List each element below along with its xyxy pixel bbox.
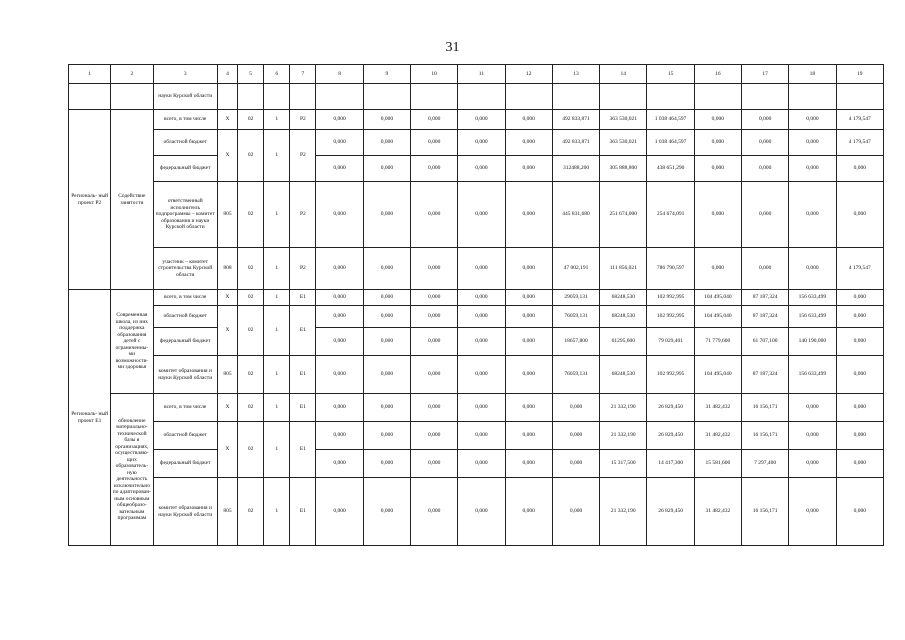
value-cell-col-15: 102 992,995 xyxy=(647,356,694,394)
value-cell-col-17: 16 156,171 xyxy=(742,422,789,450)
value-cell-col-16: 104 495,040 xyxy=(694,306,741,328)
code-grbs: X xyxy=(217,306,237,356)
value-cell-col-14: 21 332,190 xyxy=(600,422,647,450)
code-om: Р2 xyxy=(290,110,316,130)
value-cell-col-17: 61 707,100 xyxy=(742,328,789,356)
column-header-3: 3 xyxy=(153,65,217,84)
code-om: Е1 xyxy=(290,356,316,394)
code-om: Е1 xyxy=(290,290,316,306)
value-cell-col-18: 156 633,499 xyxy=(789,290,836,306)
value-cell-col-15: 26 829,450 xyxy=(647,394,694,422)
value-cell-col-10: 0,000 xyxy=(411,394,458,422)
code-om: Е1 xyxy=(290,306,316,356)
value-cell-col-12: 0,000 xyxy=(505,422,552,450)
value-cell-col-15: 1 038 464,597 xyxy=(647,130,694,156)
value-cell-col-11: 0,000 xyxy=(458,182,505,248)
value-cell-col-16: 0,000 xyxy=(694,182,741,248)
row-label: федеральный бюджет xyxy=(153,450,217,478)
row-label: федеральный бюджет xyxy=(153,156,217,182)
value-cell-col-15: 102 992,995 xyxy=(647,306,694,328)
code-om: Р2 xyxy=(290,130,316,182)
value-cell-col-15: 438 651,290 xyxy=(647,156,694,182)
value-cell-col-10: 0,000 xyxy=(411,450,458,478)
code-gp: 02 xyxy=(238,290,264,306)
column-header-row xyxy=(69,65,884,84)
code-grbs: 805 xyxy=(217,478,237,546)
code-gp: 02 xyxy=(238,422,264,478)
code-pgp: 1 xyxy=(264,248,290,290)
value-cell-col-9: 0,000 xyxy=(363,182,410,248)
value-cell-col-9: 0,000 xyxy=(363,394,410,422)
value-cell-col-12: 0,000 xyxy=(505,306,552,328)
value-cell-col-11: 0,000 xyxy=(458,306,505,328)
value-cell-col-15: 1 038 464,597 xyxy=(647,110,694,130)
value-cell-col-16: 0,000 xyxy=(694,248,741,290)
value-cell-col-19: 0,000 xyxy=(836,306,883,328)
code-gp: 02 xyxy=(238,306,264,356)
row-label: ответственный исполнитель подпрограммы – комитет образования и науки Курской области xyxy=(153,182,217,248)
code-om: Р2 xyxy=(290,248,316,290)
event-name: Содействие занятости xyxy=(111,110,153,290)
value-cell-col-17: 87 187,324 xyxy=(742,306,789,328)
value-cell-col-9: 0,000 xyxy=(363,248,410,290)
value-cell-col-11: 0,000 xyxy=(458,290,505,306)
column-header-17: 17 xyxy=(742,65,789,84)
column-header-12: 12 xyxy=(505,65,552,84)
value-cell-col-14: 363 530,021 xyxy=(600,110,647,130)
value-cell-col-15: 26 829,450 xyxy=(647,478,694,546)
value-cell-col-8: 0,000 xyxy=(316,290,363,306)
value-cell-col-8: 0,000 xyxy=(316,328,363,356)
table-row xyxy=(69,306,884,328)
table-row xyxy=(69,156,884,182)
value-cell-col-8: 0,000 xyxy=(316,394,363,422)
value-cell-col-18: 0,000 xyxy=(789,248,836,290)
value-cell-col-18: 0,000 xyxy=(789,394,836,422)
value-cell-col-11: 0,000 xyxy=(458,328,505,356)
value-cell-col-12: 0,000 xyxy=(505,450,552,478)
code-pgp: 1 xyxy=(264,394,290,422)
code-grbs: X xyxy=(217,422,237,478)
column-header-18: 18 xyxy=(789,65,836,84)
value-cell-col-9: 0,000 xyxy=(363,450,410,478)
code-pgp: 1 xyxy=(264,182,290,248)
value-cell-col-9: 0,000 xyxy=(363,290,410,306)
row-label: всего, в том числе xyxy=(153,290,217,306)
table-row xyxy=(69,248,884,290)
value-cell-col-19: 4 179,547 xyxy=(836,110,883,130)
value-cell-col-9: 0,000 xyxy=(363,306,410,328)
value-cell-col-18: 156 633,499 xyxy=(789,356,836,394)
value-cell-col-9: 0,000 xyxy=(363,110,410,130)
value-cell-col-12: 0,000 xyxy=(505,394,552,422)
value-cell-col-17: 7 297,400 xyxy=(742,450,789,478)
value-cell-col-12: 0,000 xyxy=(505,130,552,156)
value-cell-col-13: 0,000 xyxy=(552,478,599,546)
value-cell-col-14: 305 888,800 xyxy=(600,156,647,182)
value-cell-col-9: 0,000 xyxy=(363,328,410,356)
value-cell-col-17: 0,000 xyxy=(742,156,789,182)
value-cell-col-17: 0,000 xyxy=(742,182,789,248)
value-cell-col-13: 29059,131 xyxy=(552,290,599,306)
value-cell-col-18: 0,000 xyxy=(789,478,836,546)
value-cell-col-16: 31 482,432 xyxy=(694,478,741,546)
value-cell-col-14: 15 317,500 xyxy=(600,450,647,478)
value-cell-col-18: 0,000 xyxy=(789,182,836,248)
value-cell-col-14: 251 674,000 xyxy=(600,182,647,248)
column-header-6: 6 xyxy=(264,65,290,84)
code-pgp: 1 xyxy=(264,130,290,182)
table-row xyxy=(69,290,884,306)
code-pgp: 1 xyxy=(264,356,290,394)
value-cell-col-8: 0,000 xyxy=(316,356,363,394)
code-gp: 02 xyxy=(238,110,264,130)
value-cell-col-9: 0,000 xyxy=(363,130,410,156)
column-header-7: 7 xyxy=(290,65,316,84)
value-cell-col-14: 21 332,190 xyxy=(600,478,647,546)
value-cell-col-13: 18657,800 xyxy=(552,328,599,356)
value-cell-col-9: 0,000 xyxy=(363,478,410,546)
value-cell-col-16: 71 779,600 xyxy=(694,328,741,356)
table-row xyxy=(69,422,884,450)
value-cell-col-15: 786 790,597 xyxy=(647,248,694,290)
value-cell-col-13: 445 831,680 xyxy=(552,182,599,248)
value-cell-col-9: 0,000 xyxy=(363,422,410,450)
value-cell-col-19: 0,000 xyxy=(836,290,883,306)
value-cell-col-15: 14 417,300 xyxy=(647,450,694,478)
value-cell-col-18: 0,000 xyxy=(789,422,836,450)
page-number: 31 xyxy=(445,40,460,55)
value-cell-col-14: 363 530,021 xyxy=(600,130,647,156)
value-cell-col-15: 26 829,450 xyxy=(647,422,694,450)
value-cell-col-9: 0,000 xyxy=(363,156,410,182)
value-cell-col-19: 0,000 xyxy=(836,182,883,248)
value-cell-col-8: 0,000 xyxy=(316,450,363,478)
value-cell-col-16: 0,000 xyxy=(694,110,741,130)
code-gp: 02 xyxy=(238,182,264,248)
value-cell-col-19: 0,000 xyxy=(836,450,883,478)
value-cell-col-12: 0,000 xyxy=(505,356,552,394)
value-cell-col-10: 0,000 xyxy=(411,290,458,306)
code-grbs: 805 xyxy=(217,182,237,248)
row-label: областной бюджет xyxy=(153,306,217,328)
column-header-14: 14 xyxy=(600,65,647,84)
value-cell-col-13: 492 833,871 xyxy=(552,110,599,130)
code-grbs: X xyxy=(217,290,237,306)
column-header-16: 16 xyxy=(694,65,741,84)
value-cell-col-12: 0,000 xyxy=(505,110,552,130)
value-cell-col-14: 68248,530 xyxy=(600,306,647,328)
code-gp: 02 xyxy=(238,248,264,290)
value-cell-col-13: 76059,131 xyxy=(552,306,599,328)
table-row xyxy=(69,110,884,130)
column-header-4: 4 xyxy=(217,65,237,84)
value-cell-col-19: 4 179,547 xyxy=(836,248,883,290)
value-cell-col-14: 68248,530 xyxy=(600,356,647,394)
value-cell-col-11: 0,000 xyxy=(458,110,505,130)
value-cell-col-18: 140 190,000 xyxy=(789,328,836,356)
value-cell-col-16: 0,000 xyxy=(694,156,741,182)
value-cell-col-14: 111 856,021 xyxy=(600,248,647,290)
table-row xyxy=(69,130,884,156)
value-cell-col-10: 0,000 xyxy=(411,248,458,290)
value-cell-col-8: 0,000 xyxy=(316,156,363,182)
value-cell-col-17: 0,000 xyxy=(742,248,789,290)
column-header-9: 9 xyxy=(363,65,410,84)
code-grbs: 808 xyxy=(217,248,237,290)
code-grbs: X xyxy=(217,110,237,130)
value-cell-col-13: 0,000 xyxy=(552,450,599,478)
table-row xyxy=(69,478,884,546)
value-cell-col-14: 21 332,190 xyxy=(600,394,647,422)
value-cell-col-9: 0,000 xyxy=(363,356,410,394)
value-cell-col-8: 0,000 xyxy=(316,130,363,156)
code-om: Е1 xyxy=(290,422,316,478)
value-cell-col-10: 0,000 xyxy=(411,422,458,450)
value-cell-col-12: 0,000 xyxy=(505,156,552,182)
value-cell-col-17: 16 156,171 xyxy=(742,478,789,546)
row-label: участник – комитет строительства Курской области xyxy=(153,248,217,290)
value-cell-col-11: 0,000 xyxy=(458,356,505,394)
code-grbs: X xyxy=(217,394,237,422)
value-cell-col-19: 0,000 xyxy=(836,156,883,182)
value-cell-col-11: 0,000 xyxy=(458,248,505,290)
code-pgp: 1 xyxy=(264,306,290,356)
value-cell-col-14: 61295,600 xyxy=(600,328,647,356)
value-cell-col-19: 0,000 xyxy=(836,394,883,422)
value-cell-col-18: 0,000 xyxy=(789,130,836,156)
code-gp: 02 xyxy=(238,130,264,182)
row-label: областной бюджет xyxy=(153,422,217,450)
row-label: областной бюджет xyxy=(153,130,217,156)
value-cell-col-13: 47 002,191 xyxy=(552,248,599,290)
value-cell-col-11: 0,000 xyxy=(458,422,505,450)
value-cell-col-11: 0,000 xyxy=(458,394,505,422)
code-grbs: 805 xyxy=(217,356,237,394)
value-cell-col-16: 31 482,432 xyxy=(694,394,741,422)
value-cell-col-8: 0,000 xyxy=(316,248,363,290)
value-cell-col-10: 0,000 xyxy=(411,110,458,130)
value-cell-col-12: 0,000 xyxy=(505,182,552,248)
value-cell-col-13: 312488,200 xyxy=(552,156,599,182)
value-cell-col-17: 16 156,171 xyxy=(742,394,789,422)
value-cell-col-16: 15 581,600 xyxy=(694,450,741,478)
code-grbs: X xyxy=(217,130,237,182)
code-gp: 02 xyxy=(238,356,264,394)
value-cell-col-11: 0,000 xyxy=(458,156,505,182)
column-header-8: 8 xyxy=(316,65,363,84)
code-gp: 02 xyxy=(238,478,264,546)
value-cell-col-10: 0,000 xyxy=(411,478,458,546)
value-cell-col-8: 0,000 xyxy=(316,478,363,546)
value-cell-col-16: 0,000 xyxy=(694,130,741,156)
value-cell-col-18: 0,000 xyxy=(789,156,836,182)
value-cell-col-10: 0,000 xyxy=(411,130,458,156)
value-cell-col-15: 254 674,091 xyxy=(647,182,694,248)
value-cell-col-13: 492 833,871 xyxy=(552,130,599,156)
value-cell-col-14: 68248,530 xyxy=(600,290,647,306)
value-cell-col-16: 104 495,040 xyxy=(694,356,741,394)
code-pgp: 1 xyxy=(264,422,290,478)
value-cell-col-19: 0,000 xyxy=(836,478,883,546)
value-cell-col-12: 0,000 xyxy=(505,478,552,546)
continuation-row xyxy=(69,84,884,110)
row-label: федеральный бюджет xyxy=(153,328,217,356)
code-om: Р2 xyxy=(290,182,316,248)
column-header-13: 13 xyxy=(552,65,599,84)
value-cell-col-17: 87 187,324 xyxy=(742,290,789,306)
event-name: Современная школа, из них поддержка образования детей с ограниченны- ми возможностя- ми здоровья xyxy=(111,290,153,394)
value-cell-col-10: 0,000 xyxy=(411,356,458,394)
value-cell-col-8: 0,000 xyxy=(316,422,363,450)
value-cell-col-8: 0,000 xyxy=(316,182,363,248)
value-cell-col-16: 31 482,432 xyxy=(694,422,741,450)
row-label: всего, в том числе xyxy=(153,110,217,130)
value-cell-col-19: 4 179,547 xyxy=(836,130,883,156)
row-label: комитет образования и науки Курской области xyxy=(153,478,217,546)
value-cell-col-13: 0,000 xyxy=(552,422,599,450)
table-row xyxy=(69,450,884,478)
value-cell-col-11: 0,000 xyxy=(458,130,505,156)
value-cell-col-19: 0,000 xyxy=(836,328,883,356)
value-cell-col-10: 0,000 xyxy=(411,328,458,356)
value-cell-col-16: 104 495,040 xyxy=(694,290,741,306)
value-cell-col-12: 0,000 xyxy=(505,290,552,306)
program-name: Региональ- ный проект Е1 xyxy=(69,290,111,546)
value-cell-col-13: 76059,131 xyxy=(552,356,599,394)
table-row xyxy=(69,356,884,394)
value-cell-col-10: 0,000 xyxy=(411,182,458,248)
code-pgp: 1 xyxy=(264,478,290,546)
value-cell-col-18: 0,000 xyxy=(789,450,836,478)
value-cell-col-10: 0,000 xyxy=(411,156,458,182)
column-header-19: 19 xyxy=(836,65,883,84)
column-header-15: 15 xyxy=(647,65,694,84)
value-cell-col-10: 0,000 xyxy=(411,306,458,328)
code-om: Е1 xyxy=(290,394,316,422)
table-row xyxy=(69,182,884,248)
value-cell-col-19: 0,000 xyxy=(836,356,883,394)
value-cell-col-18: 0,000 xyxy=(789,110,836,130)
value-cell-col-18: 156 633,499 xyxy=(789,306,836,328)
code-pgp: 1 xyxy=(264,110,290,130)
value-cell-col-17: 87 187,324 xyxy=(742,356,789,394)
column-header-10: 10 xyxy=(411,65,458,84)
value-cell-col-12: 0,000 xyxy=(505,328,552,356)
code-gp: 02 xyxy=(238,394,264,422)
event-name: обновление материально- технической базы в организациях, осуществляю- щих образователь- ную деятельность исключительно по адаптирован- ным основным общеобразо- вательным программам xyxy=(111,394,153,546)
row-label: комитет образования и науки Курской области xyxy=(153,356,217,394)
column-header-2: 2 xyxy=(111,65,153,84)
budget-table xyxy=(68,64,884,546)
column-header-11: 11 xyxy=(458,65,505,84)
table-row xyxy=(69,328,884,356)
value-cell-col-15: 79 029,401 xyxy=(647,328,694,356)
value-cell-col-13: 0,000 xyxy=(552,394,599,422)
value-cell-col-11: 0,000 xyxy=(458,478,505,546)
program-name: Региональ- ный проект Р2 xyxy=(69,110,111,290)
value-cell-col-15: 102 992,995 xyxy=(647,290,694,306)
column-header-5: 5 xyxy=(238,65,264,84)
code-om: Е1 xyxy=(290,478,316,546)
value-cell-col-19: 0,000 xyxy=(836,422,883,450)
table-row xyxy=(69,394,884,422)
row-label: всего, в том числе xyxy=(153,394,217,422)
value-cell-col-17: 0,000 xyxy=(742,110,789,130)
value-cell-col-17: 0,000 xyxy=(742,130,789,156)
value-cell-col-11: 0,000 xyxy=(458,450,505,478)
value-cell-col-12: 0,000 xyxy=(505,248,552,290)
value-cell-col-8: 0,000 xyxy=(316,306,363,328)
code-pgp: 1 xyxy=(264,290,290,306)
continuation-label: науки Курской области xyxy=(153,84,217,110)
column-header-1: 1 xyxy=(69,65,111,84)
value-cell-col-8: 0,000 xyxy=(316,110,363,130)
